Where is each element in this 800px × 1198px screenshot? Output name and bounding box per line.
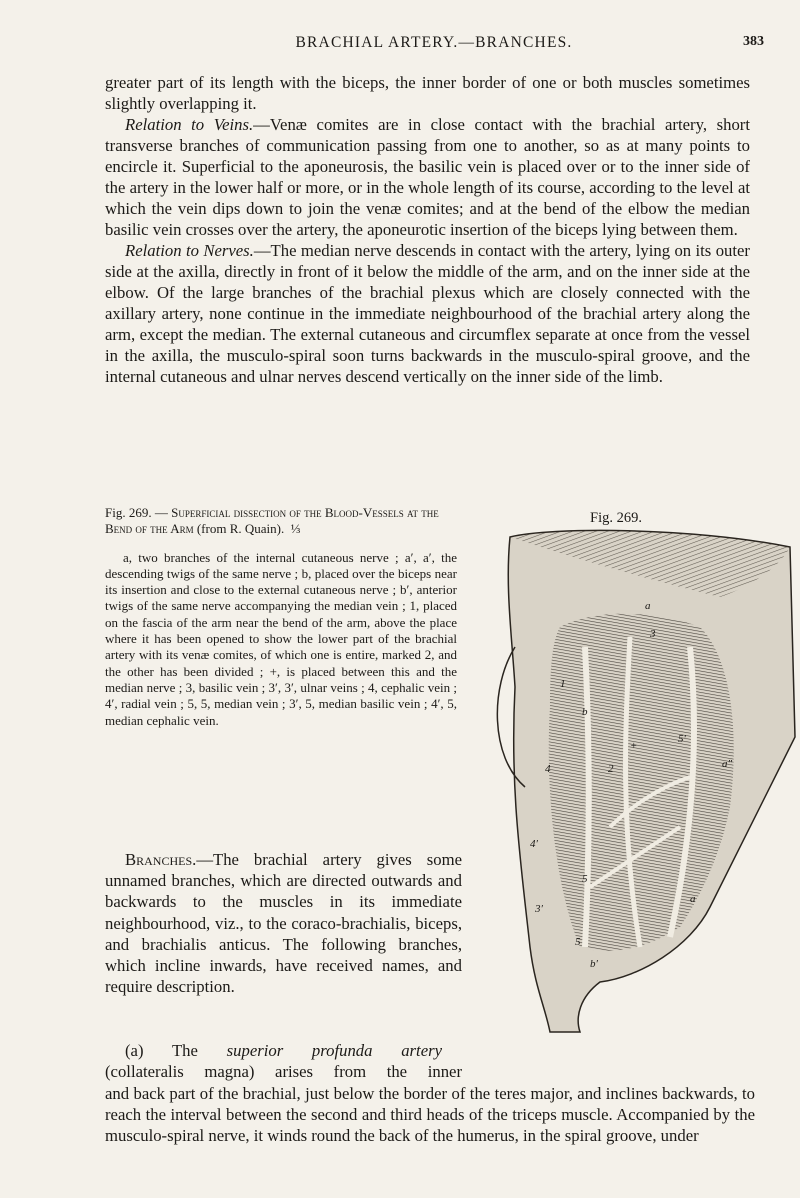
caption-scale: ⅓ bbox=[290, 521, 301, 537]
profunda-paragraph bbox=[105, 1040, 755, 1146]
caption-fig-number: Fig. 269. bbox=[105, 505, 152, 520]
marker-plus: + bbox=[630, 740, 638, 752]
figure-caption bbox=[105, 505, 457, 729]
marker-4: 4 bbox=[545, 763, 551, 775]
page-number: 383 bbox=[743, 34, 764, 49]
marker-5-lower: 5 bbox=[575, 936, 581, 948]
heading-relation-nerves: Relation to Nerves. bbox=[125, 241, 254, 260]
marker-2: 2 bbox=[608, 763, 614, 775]
marker-5-prime: 5′ bbox=[678, 733, 686, 745]
branches-paragraph bbox=[105, 849, 462, 997]
marker-3-prime: 3′ bbox=[535, 903, 543, 915]
marker-1: 1 bbox=[560, 678, 566, 690]
running-header bbox=[104, 34, 764, 54]
text-branches: —The brachial artery gives some unnamed branches, which are directed outwards and backwards to the muscles in its immediate neighbourhood, viz., to the coraco-brachialis, biceps, and brachialis anticus. The following branches, which incline inwards, have received names, and require description. bbox=[105, 850, 462, 997]
marker-a-double: a″ bbox=[722, 758, 733, 770]
caption-description: a, two branches of the internal cutaneous nerve ; a′, a′, the descending twigs of the same nerve ; b, placed over the biceps near its insertion and close to the external cutaneous nerve ; b′, anterior twigs of the same nerve accompanying the median vein ; 1, placed on the fascia of the arm near the bend of the arm, above the place where it has been opened to show the lower part of the brachial artery with its venæ comites, of which one is entire, marked 2, and the other has been divided ; +, is placed between this and the median nerve ; 3, basilic vein ; 3′, 3′, ulnar veins ; 4, cephalic vein ; 4′, radial vein ; 5, 5, median vein ; 3′, 5, median basilic vein ; 4′, 5, median cephalic vein. bbox=[105, 549, 457, 728]
marker-5: 5 bbox=[582, 873, 588, 885]
paragraph-relation-nerves bbox=[105, 240, 750, 387]
main-text-block bbox=[105, 72, 750, 387]
paragraph-continuation: greater part of its length with the biceps, the inner border of one or both muscles sometimes slightly overlapping it. bbox=[105, 73, 750, 113]
heading-relation-veins: Relation to Veins. bbox=[125, 115, 254, 134]
marker-4-prime: 4′ bbox=[530, 838, 538, 850]
text-relation-nerves: —The median nerve descends in contact with the artery, lying on its outer side at the axilla, directly in front of it below the middle of the arm, and on the inner side at the elbow. Of the large branches of the brachial plexus which are closely connected with the axillary artery, none continue in the immediate neighbourhood of the brachial artery along the arm, except the median. The external cutaneous and circumflex separate at once from the vessel in the axilla, the musculo-spiral soon turns backwards in the musculo-spiral groove, and the internal cutaneous and ulnar nerves descend vertically on the inner side of the limb. bbox=[105, 241, 750, 386]
anatomical-illustration bbox=[490, 527, 800, 1035]
caption-source: (from R. Quain). bbox=[196, 521, 285, 537]
text-relation-veins: —Venæ comites are in close contact with the brachial artery, short transverse branches of communication passing from one to another, so as at many points to encircle it. Superficial to the aponeurosis, the basilic vein is placed over or to the inner side of the artery in the lower half or more, or in the whole length of its course, according to the level at which the vein dips down to join the venæ comites; and at the bend of the elbow the median basilic vein crosses over the artery, the aponeurotic insertion of the biceps lying between them. bbox=[105, 115, 750, 239]
profunda-name: superior profunda artery bbox=[226, 1041, 442, 1060]
marker-b-prime: b′ bbox=[590, 958, 598, 970]
heading-branches: Branches. bbox=[125, 850, 197, 869]
profunda-line-1 bbox=[105, 1040, 442, 1061]
running-title: BRACHIAL ARTERY.—BRANCHES. bbox=[295, 34, 573, 51]
paragraph-relation-veins bbox=[105, 114, 750, 240]
profunda-marker: (a) bbox=[125, 1041, 144, 1060]
marker-a: a bbox=[645, 600, 651, 612]
marker-a-lower: a bbox=[690, 893, 696, 905]
marker-3: 3 bbox=[650, 628, 656, 640]
profunda-text: and back part of the brachial, just below the border of the teres major, and inclines backwards, to reach the interval between the second and third heads of the triceps muscle. Accompanied by the musculo-spiral nerve, it winds round the back of the humerus, in the spiral groove, under bbox=[105, 1083, 755, 1146]
caption-title: — Superficial dissection of the Blood-Vessels at the Bend of the Arm bbox=[105, 505, 439, 537]
caption-heading bbox=[105, 505, 457, 538]
marker-b: b bbox=[582, 706, 588, 718]
profunda-lead: The bbox=[171, 1041, 198, 1060]
profunda-line-2: (collateralis magna) arises from the inner bbox=[105, 1062, 462, 1082]
figure-label: Fig. 269. bbox=[590, 510, 642, 526]
